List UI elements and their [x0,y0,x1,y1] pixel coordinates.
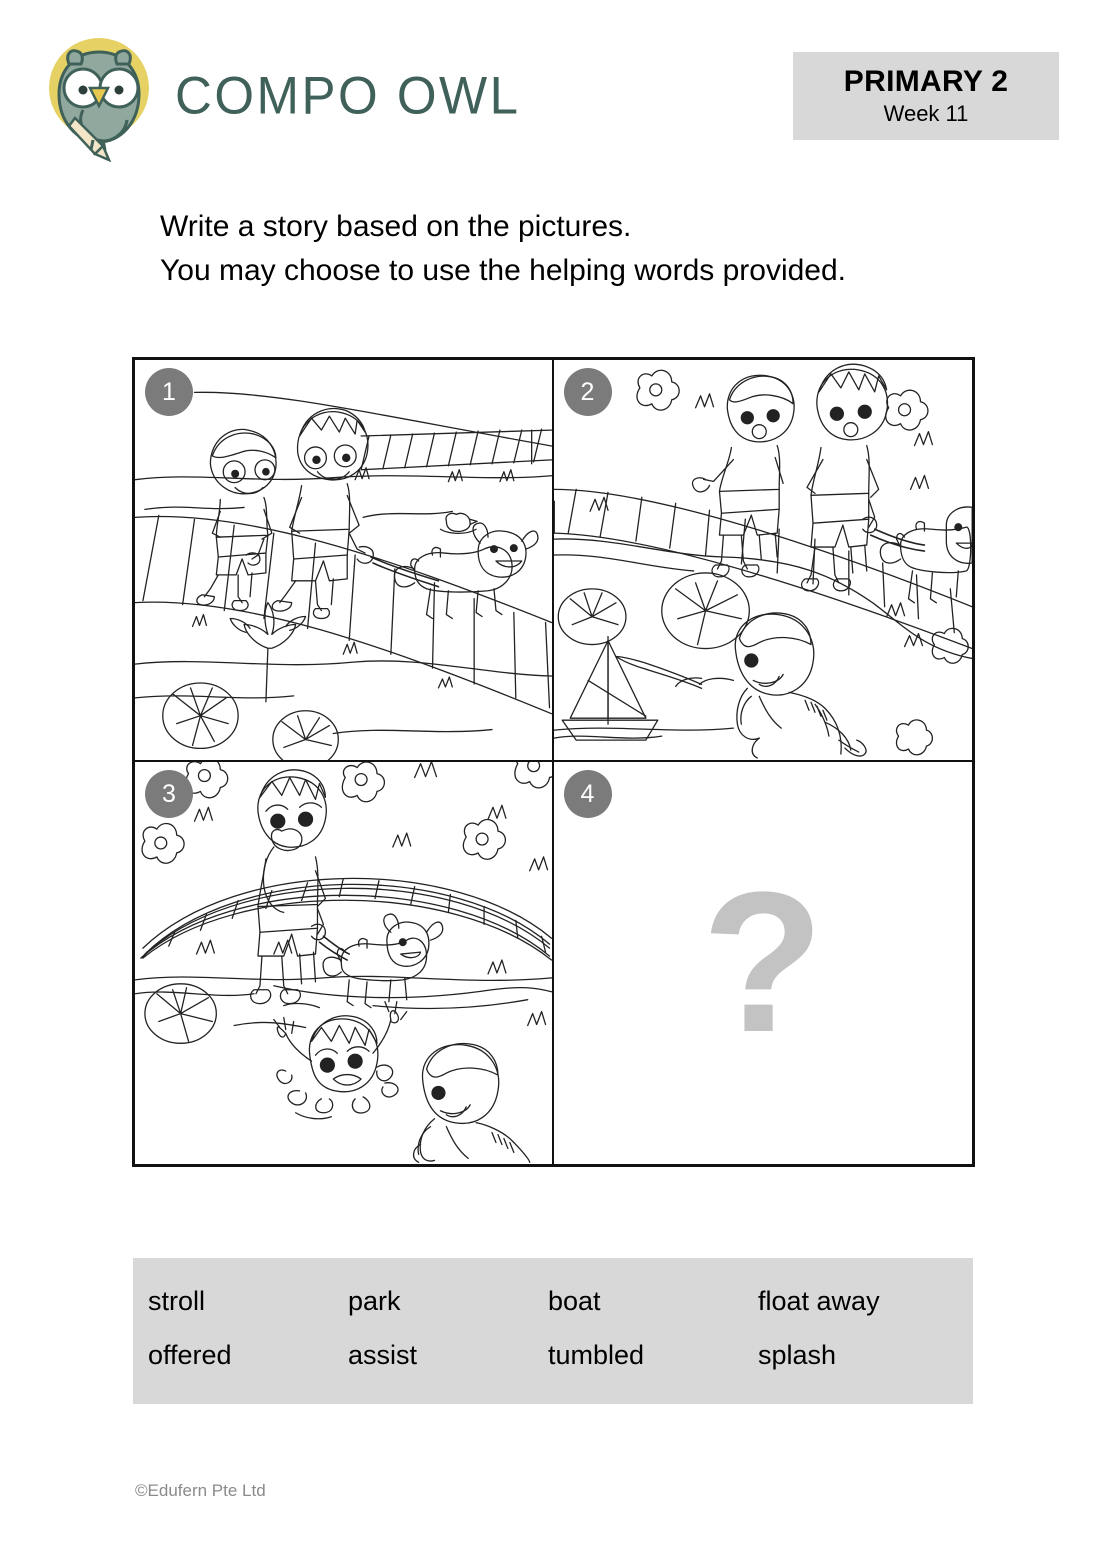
picture-panel-4 [554,762,973,1164]
question-mark-placeholder: ? [701,851,824,1074]
panel-number-badge-3: 3 [145,770,193,818]
helping-words-row-1 [148,1286,973,1340]
instruction-line-2: You may choose to use the helping words provided. [160,254,847,287]
panel-number-badge-1: 1 [145,368,193,416]
helping-word: stroll [148,1286,206,1316]
instructions-block [160,205,1040,293]
panel-number-badge-4: 4 [564,770,612,818]
helping-word: float away [758,1286,880,1316]
picture-panel-1 [135,360,554,762]
panel-1-illustration [135,360,552,760]
instruction-line-1: Write a story based on the pictures. [160,210,632,243]
helping-words-box [133,1258,973,1404]
owl-logo-icon [33,30,165,162]
level-badge [793,52,1059,140]
picture-grid [132,357,975,1167]
helping-words-row-2 [148,1340,973,1394]
brand-logo [33,33,521,158]
panel-2-illustration [554,360,973,760]
helping-word: tumbled [548,1340,645,1370]
picture-panel-2 [554,360,973,762]
panel-number-badge-2: 2 [564,368,612,416]
page-header [0,0,1108,175]
helping-word: offered [148,1340,232,1370]
helping-word: boat [548,1286,601,1316]
helping-word: assist [348,1340,418,1370]
level-label: PRIMARY 2 [843,64,1009,98]
week-label: Week 11 [883,100,969,126]
helping-word: park [348,1286,401,1316]
helping-word: splash [758,1340,837,1370]
copyright-footer: ©Edufern Pte Ltd [135,1481,266,1500]
brand-name: COMPO OWL [175,65,521,126]
panel-3-illustration [135,762,552,1164]
picture-panel-3 [135,762,554,1164]
